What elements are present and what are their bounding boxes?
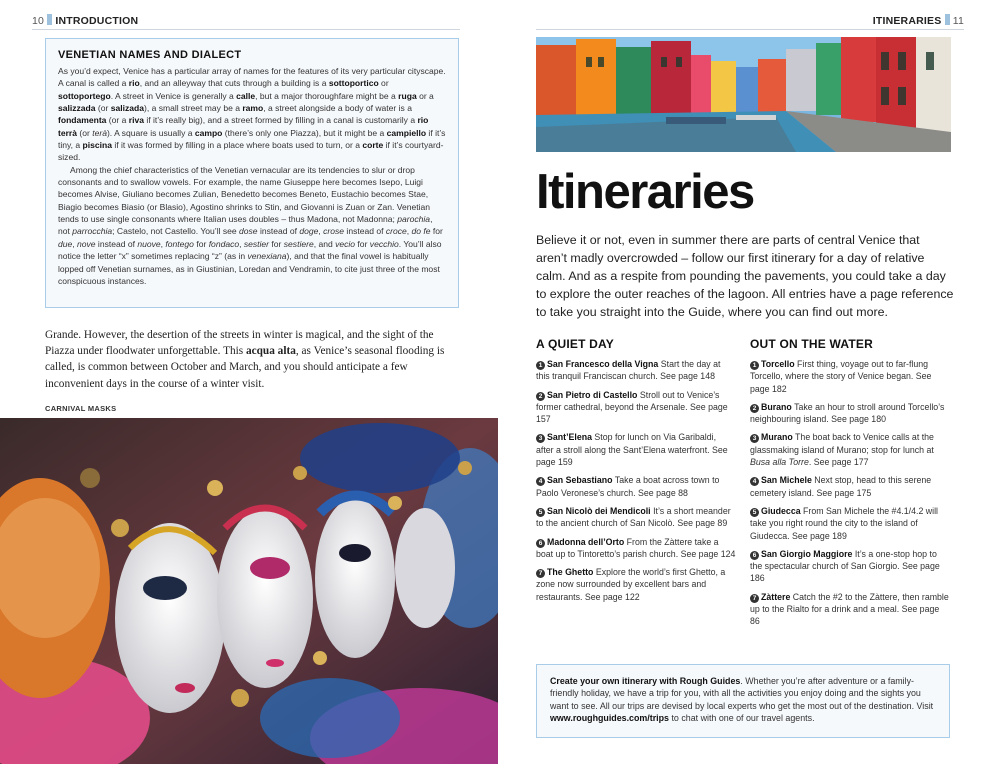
text-run: for (430, 226, 443, 237)
text-run: (or a (106, 115, 129, 126)
text-run: , (72, 238, 78, 249)
bold-term: riva (128, 115, 144, 126)
item-name: San Michele (761, 475, 812, 486)
item-name: San Sebastiano (547, 475, 613, 486)
text-run: , and an alleyway that cuts through a building is a (139, 78, 329, 89)
item-name: San Francesco della Vigna (547, 359, 659, 369)
text-run: , not (58, 214, 433, 237)
intro-paragraph: Believe it or not, even in summer there are parts of central Venice that aren’t madly overcrowded – follow our first itinerary for a day of relative calm. And as a respite from pounding the pavements, you could take a day to explore the outer reaches of the lagoon. All entries have a page reference to take you straight into the Guide, where you can find out more. (536, 233, 954, 319)
bold-term: sottoportego (58, 90, 111, 101)
itinerary-item (750, 548, 950, 585)
cta-text (550, 675, 936, 725)
text-run: ). A square is usually a (106, 127, 195, 138)
italic-term: fondaco (208, 238, 240, 249)
page-number-left: 10 (32, 15, 45, 27)
item-name: Torcello (761, 359, 795, 369)
item-number-badge: 7 (536, 569, 545, 578)
item-name: San Giorgio Maggiore (761, 548, 853, 559)
section-title-left: INTRODUCTION (55, 15, 139, 27)
text-run: Among the chief characteristics of the Venetian vernacular are its tendencies to slur or drop consonants and to swallow vowels. For example, the name Giuseppe here becomes Isepo, Luigi becomes Alvise, Giuliano becomes Zulian, Benedetto becomes Beneto, Eustachio becomes Stae, Biagio becomes Biasio (or Blasio), Agostino shrinks to Stin, and Giovanni is Zuan or Zan. Venetian tends to use single consonants where Italian uses doubles – thus Madona, not Madonna; (58, 164, 430, 225)
item-italic: Busa alla Torre (750, 457, 809, 468)
italic-term: nuove (137, 238, 161, 249)
item-tail: . See page 177 (808, 457, 869, 468)
item-number-badge: 2 (750, 404, 759, 413)
text-run: if it’s courtyard-sized. (58, 140, 444, 163)
item-description: It’s a one-stop hop to the spectacular church of San Giorgio. See page 186 (750, 548, 940, 584)
bold-term: campo (194, 127, 223, 138)
text-run: . You’ll also notice the letter “x” sometimes replacing “z” (as in (58, 238, 442, 262)
italic-term: parochia (397, 214, 431, 225)
item-description: Catch the #2 to the Zàttere, then ramble up to the Rialto for a drink and a meal. See page 86 (750, 591, 949, 627)
item-description: Start the day at this tranquil Franciscan church. See page 148 (536, 359, 721, 382)
italic-term: sestier (243, 238, 270, 249)
item-name: Madonna dell’Orto (547, 536, 625, 547)
text-run: or (378, 78, 389, 89)
itinerary-item (536, 505, 736, 530)
itinerary-item (536, 389, 736, 426)
text-run: instead of (257, 226, 300, 237)
running-head-left (32, 14, 138, 27)
text-run: , as Venice’s seasonal flooding is called, is common between October and March, and you should anticipate a few inconvenient days in the course of a winter visit. (45, 345, 445, 390)
itinerary-item (536, 566, 736, 603)
itinerary-item (750, 431, 950, 468)
text-run: if it’s really big), and a street formed by filling in a canal is customarily a (143, 115, 418, 126)
item-number-badge: 7 (750, 594, 759, 603)
itinerary-item (750, 474, 950, 499)
bold-term: corte (362, 140, 384, 151)
running-head-right (873, 14, 964, 27)
italic-term: vecchio (369, 238, 399, 249)
text-run: if it’s tiny, a (58, 127, 446, 151)
item-number-badge: 6 (536, 539, 545, 548)
bold-term: salizzada (58, 103, 96, 114)
item-description: First thing, voyage out to far-flung Torcello, where the story of Venice began. See page 182 (750, 359, 932, 394)
bold-term: Create your own itinerary with Rough Guides (550, 676, 741, 686)
bold-term: rio terrà (58, 115, 429, 138)
text-run: , (406, 226, 412, 237)
bold-term: www.roughguides.com/trips (550, 713, 669, 724)
text-run: , but a major thoroughfare might be a (255, 90, 399, 101)
bold-term: calle (236, 90, 256, 101)
item-description: From San Michele the #4.1/4.2 will take you right round the city to the island of Giudecca. See page 189 (750, 505, 939, 541)
item-description: Explore the world’s first Ghetto, a zone now surrounded by excellent bars and restaurants. See page 122 (536, 567, 726, 602)
italic-term: venexiana (247, 251, 287, 262)
item-description: Take an hour to stroll around Torcello’s neighbouring island. See page 180 (750, 401, 945, 425)
item-description: Take a boat across town to Paolo Veronese’s church. See page 88 (536, 475, 720, 498)
running-head-rule (32, 29, 460, 30)
item-description: Next stop, head to this serene cemetery island. See page 175 (750, 475, 932, 498)
section-marker (47, 14, 52, 25)
italic-term: doge (299, 226, 319, 237)
item-description: From the Zàttere take a boat up to Tintoretto’s parish church. See page 124 (536, 536, 736, 559)
item-description: The boat back to Venice calls at the glassmaking island of Murano; stop for lunch at (750, 432, 934, 455)
column-heading: A QUIET DAY (536, 337, 614, 351)
bold-term: sottoportico (328, 78, 379, 89)
italic-term: parrocchia (72, 226, 113, 237)
italic-term: croce (385, 226, 407, 237)
bold-term: rio (128, 78, 140, 89)
text-run: to chat with one of our travel agents. (669, 713, 815, 724)
image-caption: CARNIVAL MASKS (45, 404, 117, 413)
itinerary-list (536, 358, 736, 603)
item-number-badge: 5 (750, 508, 759, 517)
item-name: San Pietro di Castello (547, 389, 638, 400)
text-run: , (160, 238, 166, 249)
body-text (45, 327, 459, 392)
section-marker (945, 14, 950, 25)
item-name: San Nicolò dei Mendicoli (547, 505, 651, 516)
text-run: , (239, 238, 244, 249)
cta-box (536, 664, 950, 738)
bold-term: acqua alta (245, 345, 296, 358)
item-description: Stroll out to Venice’s former cathedral, beyond the Arsenale. See page 157 (536, 389, 728, 425)
italic-term: nove (77, 238, 96, 249)
text-run: or a (416, 90, 434, 101)
bold-term: ruga (398, 90, 417, 101)
running-head-rule (536, 29, 964, 30)
item-name: Giudecca (761, 505, 801, 516)
text-run: (or (77, 127, 93, 138)
itinerary-item (536, 358, 736, 383)
item-description: Stop for lunch on Via Garibaldi, after a stroll along the Sant’Elena waterfront. See page 159 (536, 432, 728, 468)
italic-term: fontego (165, 238, 194, 249)
text-run: instead of (344, 226, 386, 237)
bold-term: salizada (110, 103, 144, 114)
itinerary-item (536, 536, 736, 561)
burano-photo (536, 37, 951, 152)
item-number-badge: 6 (750, 551, 759, 560)
text-run: (there’s only one Piazza), but it might be a (222, 127, 387, 138)
sidebar-box (45, 38, 459, 308)
italic-term: dose (239, 226, 258, 237)
item-number-badge: 3 (536, 434, 545, 443)
text-run: . A street in Venice is generally a (110, 90, 237, 101)
page-number-right: 11 (952, 15, 964, 27)
itinerary-item (750, 591, 950, 628)
text-run: for (269, 238, 284, 249)
text-run: . Whether you’re after adventure or a family-friendly holiday, we have a trip for you, with all the activities you enjoy doing and the sights you want to see. All our trips are devised by local experts who get the most out of the destination. Visit (550, 676, 934, 711)
italic-term: due (58, 238, 73, 249)
text-run: instead of (95, 238, 138, 249)
item-name: Sant’Elena (547, 432, 592, 443)
itinerary-item (536, 474, 736, 499)
page-title: Itineraries (536, 165, 754, 219)
text-run: ), a small street may be a (144, 103, 243, 114)
italic-term: terà (92, 127, 107, 138)
bold-term: ramo (242, 103, 264, 114)
itinerary-item (750, 505, 950, 542)
text-run: if it was formed by filling in a place where boats used to turn, or a (112, 140, 363, 151)
item-name: Murano (761, 432, 793, 443)
text-run: ; Castelo, not Castello. You’ll see (112, 226, 240, 237)
column-heading: OUT ON THE WATER (750, 337, 873, 351)
itinerary-column-out-on-water (750, 337, 950, 634)
text-run: As you’d expect, Venice has a particular array of names for the features of its very particular cityscape. A canal is called a (58, 66, 446, 89)
item-name: Zàttere (761, 591, 791, 602)
text-run: for (193, 238, 209, 249)
text-run: (or (95, 103, 111, 114)
item-number-badge: 2 (536, 392, 545, 401)
right-page (498, 0, 996, 764)
item-number-badge: 4 (750, 477, 759, 486)
section-title-right: ITINERARIES (872, 15, 942, 27)
item-number-badge: 4 (536, 477, 545, 486)
item-name: Burano (761, 401, 792, 412)
italic-term: vecio (335, 238, 356, 249)
sidebar-paragraph-1 (58, 65, 446, 164)
item-number-badge: 5 (536, 508, 545, 517)
item-number-badge: 1 (750, 361, 759, 370)
bold-term: campiello (386, 127, 427, 138)
text-run: , (318, 226, 324, 237)
bold-term: piscina (82, 140, 112, 151)
italic-term: sestiere (283, 238, 314, 249)
text-run: for (355, 238, 370, 249)
itinerary-item (750, 401, 950, 426)
item-name: The Ghetto (547, 567, 594, 578)
text-run: ), and that the final vowel is habitually lopped off Venetian surnames, as in Giustinian, Loredan and Vendramin, to cite just three of the most conspicuous instances. (58, 251, 440, 286)
bold-term: fondamenta (58, 115, 107, 126)
item-number-badge: 1 (536, 361, 545, 370)
carnival-masks-photo (0, 418, 498, 764)
text-run: , a street alongside a body of water is a (263, 103, 412, 114)
itinerary-list (750, 358, 950, 628)
itinerary-item (750, 358, 950, 395)
itinerary-column-quiet-day (536, 337, 736, 609)
sidebar-paragraph-2 (58, 164, 446, 287)
text-run: , and (313, 238, 336, 249)
italic-term: crose (323, 226, 345, 237)
itinerary-item (536, 431, 736, 468)
sidebar-title: VENETIAN NAMES AND DIALECT (58, 49, 242, 61)
italic-term: do fe (411, 226, 431, 237)
item-number-badge: 3 (750, 434, 759, 443)
item-description: It’s a short meander to the ancient church of San Nicolò. See page 89 (536, 505, 731, 529)
text-run: Grande. However, the desertion of the streets in winter is magical, and the sight of the Piazza under floodwater unforgettable. This (45, 329, 434, 358)
